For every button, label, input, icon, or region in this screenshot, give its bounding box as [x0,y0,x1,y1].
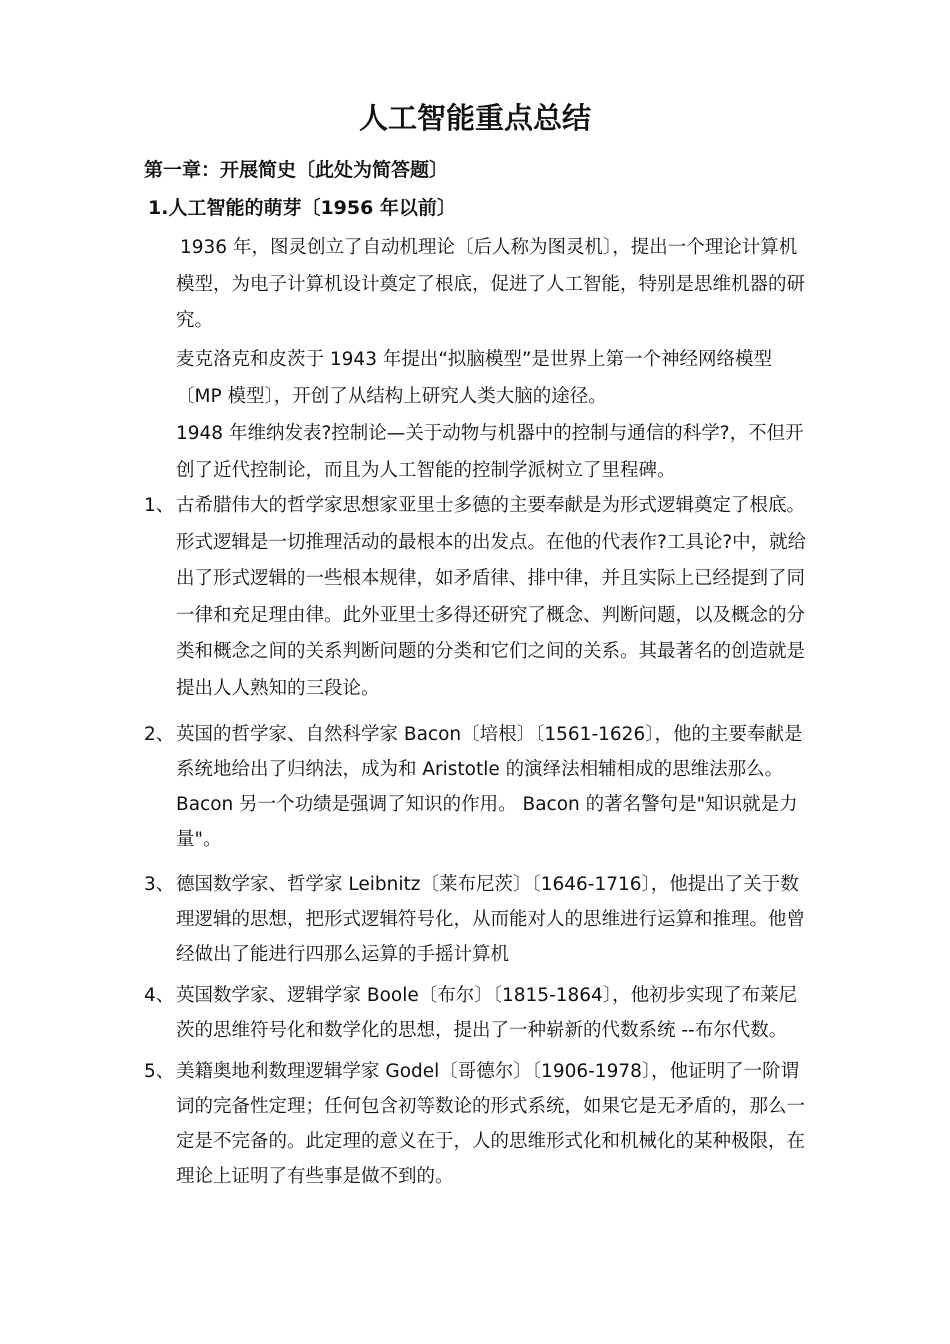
chapter-heading: 第一章：开展简史〔此处为简答题〕 [144,159,449,181]
list-item-text: 英国的哲学家、自然科学家 Bacon〔培根〕〔1561-1626〕，他的主要奉献是系统地给出了归纳法，成为和 Aristotle 的演绎法相辅相成的思维法那么。Bacon 另一个功绩是强调了知识的作用。 Bacon 的著名警句是"知识就是力量"。 [176,724,803,850]
list-item-number: 2、 [144,724,175,745]
document-title: 人工智能重点总结 [358,101,591,135]
list-item-text: 美籍奥地利数理逻辑学家 Godel〔哥德尔〕〔1906-1978〕，他证明了一阶谓词的完备性定理；任何包含初等数论的形式系统，如果它是无矛盾的，那么一定是不完备的。此定理的意义在于，人的思维形式化和机械化的某种极限，在理论上证明了有些事是做不到的。 [176,1061,806,1187]
paragraph-mcculloch-pitts: 麦克洛克和皮茨于 1943 年提出“拟脑模型”是世界上第一个神经网络模型〔MP 模型〕，开创了从结构上研究人类大脑的途径。 [176,349,773,407]
paragraph-wiener: 1948 年维纳发表?控制论—关于动物与机器中的控制与通信的科学?，不但开创了近代控制论，而且为人工智能的控制学派树立了里程碑。 [176,423,804,481]
list-item-number: 4、 [144,985,175,1006]
list-item-text: 古希腊伟大的哲学家思想家亚里士多德的主要奉献是为形式逻辑奠定了根底。形式逻辑是一切推理活动的最根本的出发点。在他的代表作?工具论?中，就给出了形式逻辑的一些根本规律，如矛盾律、排中律，并且实际上已经提到了同一律和充足理由律。此外亚里士多得还研究了概念、判断问题，以及概念的分类和概念之间的关系判断问题的分类和它们之间的关系。其最著名的创造就是提出人人熟知的三段论。 [176,495,807,699]
list-item-text: 德国数学家、哲学家 Leibnitz〔莱布尼茨〕〔1646-1716〕，他提出了关于数理逻辑的思想，把形式逻辑符号化，从而能对人的思维进行运算和推理。他曾经做出了能进行四那么运算的手摇计算机 [176,874,806,965]
list-item-number: 3、 [144,874,175,895]
list-item-number: 1、 [144,495,175,516]
list-item-text: 英国数学家、逻辑学家 Boole〔布尔〕〔1815-1864〕，他初步实现了布莱尼茨的思维符号化和数学化的思想，提出了一种崭新的代数系统 --布尔代数。 [176,985,798,1041]
list-item-number: 5、 [144,1061,175,1082]
section-heading: 1.人工智能的萌芽〔1956 年以前〕 [148,197,456,219]
paragraph-turing: 1936 年，图灵创立了自动机理论〔后人称为图灵机〕，提出一个理论计算机模型，为电子计算机设计奠定了根底，促进了人工智能，特别是思维机器的研究。 [176,237,806,331]
